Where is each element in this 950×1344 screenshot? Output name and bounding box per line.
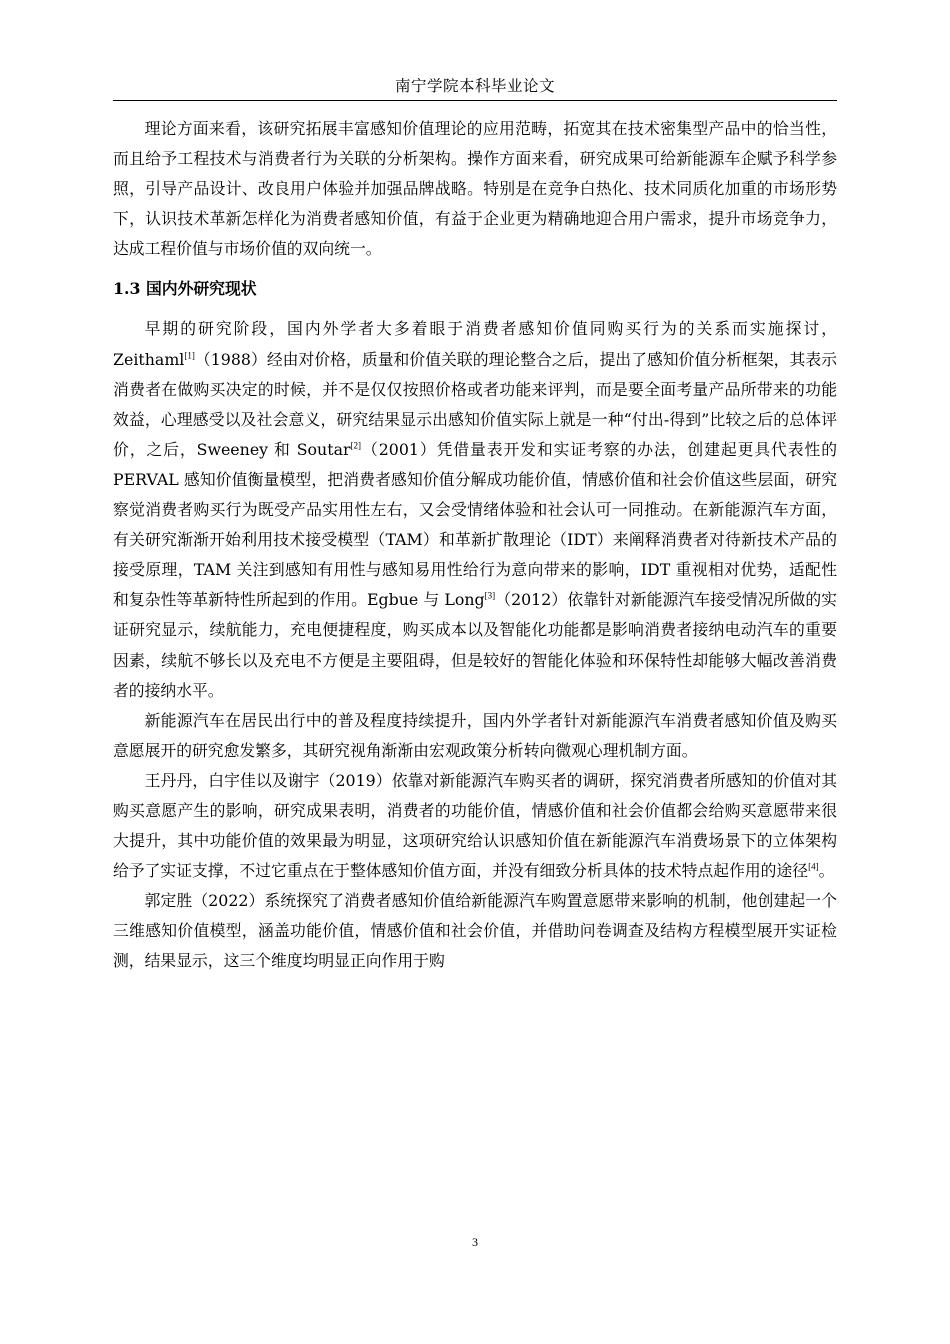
paragraph-wang-study (113, 766, 837, 886)
page-number: 3 (472, 1235, 478, 1249)
text-run: （2001）凭借量表开发和实证考察的办法，创建起更具代表性的 PERVAL 感知价值衡量模型，把消费者感知价值分解成功能价值，情感价值和社会价值这些层面，研究察觉消费者购买行为既受产品实用性左右，又会受情绪体验和社会认可一同推动。在新能源汽车方面，有关研究渐渐开始利用技术接受模型（TAM）和革新扩散理论（IDT）来阐释消费者对待新技术产品的接受原理，TAM 关注到感知有用性与感知易用性给行为意向带来的影响，IDT 重视相对优势，适配性和复杂性等革新特性所起到的作用。Egbue 与 Long (113, 439, 838, 610)
paragraph-significance: 理论方面来看，该研究拓展丰富感知价值理论的应用范畴，拓宽其在技术密集型产品中的恰当性，而且给予工程技术与消费者行为关联的分析架构。操作方面来看，研究成果可给新能源车企赋予科学参照，引导产品设计、改良用户体验并加强品牌战略。特别是在竞争白热化、技术同质化加重的市场形势下，认识技术革新怎样化为消费者感知价值，有益于企业更为精确地迎合用户需求，提升市场竞争力，达成工程价值与市场价值的双向统一。 (113, 119, 837, 259)
paragraph-nev-popularity: 新能源汽车在居民出行中的普及程度持续提升，国内外学者针对新能源汽车消费者感知价值及购买意愿展开的研究愈发繁多，其研究视角渐渐由宏观政策分析转向微观心理机制方面。 (113, 710, 837, 760)
text-run: 。 (818, 861, 835, 881)
section-heading: 1.3 国内外研究现状 (113, 279, 257, 299)
citation-ref: [3] (484, 591, 496, 602)
text-run: （1988）经由对价格，质量和价值关联的理论整合之后，提出了感知价值分析框架，其表示消费者在做购买决定的时候，并不是仅仅按照价格或者功能来评判，而是要全面考量产品所带来的功能效益，心理感受以及社会意义，研究结果显示出感知价值实际上就是一种“付出-得到”比较之后的总体评价，之后，Sweeney 和 Soutar (113, 349, 837, 459)
citation-ref: [2] (350, 440, 362, 451)
citation-ref: [4] (808, 861, 819, 872)
paragraph-guo-study: 郭定胜（2022）系统探究了消费者感知价值给新能源汽车购置意愿带来影响的机制，他创建起一个三维感知价值模型，涵盖功能价值，情感价值和社会价值，并借助问卷调查及结构方程模型展开实证检测，结果显示，这三个维度均明显正向作用于购 (113, 891, 837, 971)
text-run: 早期的研究阶段，国内外学者大多着眼于消费者感知价值同购买行为的关系而实施探讨，Zeithaml (113, 319, 837, 369)
running-header: 南宁学院本科毕业论文 (394, 77, 555, 95)
text-run: 王丹丹，白宇佳以及谢宇（2019）依靠对新能源汽车购买者的调研，探究消费者所感知的价值对其购买意愿产生的影响，研究成果表明，消费者的功能价值，情感价值和社会价值都会给购买意愿带来很大提升，其中功能价值的效果最为明显，这项研究给认识感知价值在新能源汽车消费场景下的立体架构给予了实证支撑，不过它重点在于整体感知价值方面，并没有细致分析具体的技术特点起作用的途径 (113, 770, 837, 881)
body-content (113, 114, 837, 977)
header-rule (113, 100, 837, 101)
citation-ref: [1] (184, 350, 195, 361)
paragraph-early-research (113, 314, 837, 705)
text-run: （2012）依靠针对新能源汽车接受情况所做的实证研究显示，续航能力，充电便捷程度，购买成本以及智能化功能都是影响消费者接纳电动汽车的重要因素，续航不够长以及充电不方便是主要阻碍，但是较好的智能化体验和环保特性却能够大幅改善消费者的接纳水平。 (113, 590, 838, 700)
